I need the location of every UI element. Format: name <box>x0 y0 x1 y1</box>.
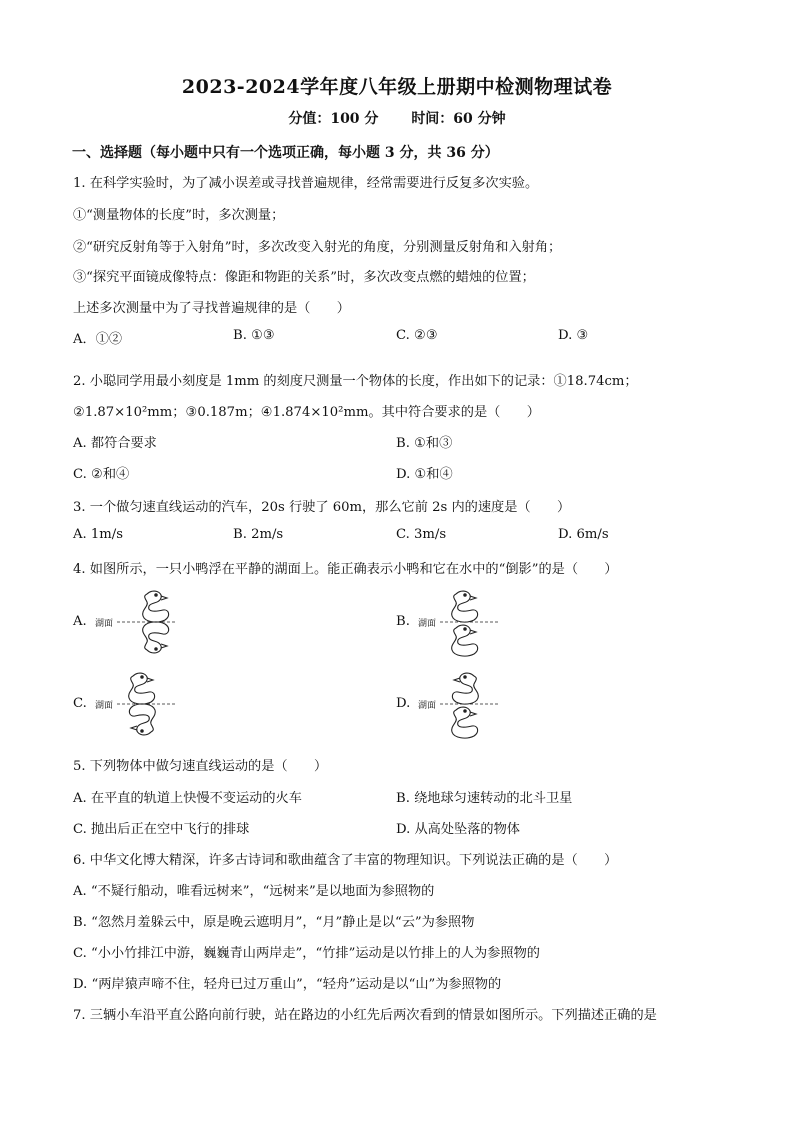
q2-option-b[interactable]: B. ①和③ <box>396 436 453 451</box>
q4-option-a[interactable] <box>73 588 213 660</box>
q5-option-c[interactable]: C. 抛出后正在空中飞行的排球 <box>73 822 250 837</box>
q3-option-b[interactable]: B. 2m/s <box>233 527 284 542</box>
section-heading: 一、选择题（每小题中只有一个选项正确，每小题 3 分，共 36 分） <box>72 145 499 161</box>
q2-option-d[interactable]: D. ①和④ <box>396 467 453 482</box>
q7-stem: 7. 三辆小车沿平直公路向前行驶，站在路边的小红先后两次看到的情景如图所示。下列描述正确的是 <box>73 1008 657 1023</box>
duck-reflection-figure-a <box>73 588 213 660</box>
q4-option-d-label: D. <box>396 696 411 711</box>
q2-stem-line-2: ②1.87×10²mm；③0.187m；④1.874×10²mm。其中符合要求的是（ ） <box>73 405 540 420</box>
q1-item-1: ①“测量物体的长度”时，多次测量； <box>73 208 285 223</box>
q2-option-c[interactable]: C. ②和④ <box>73 467 130 482</box>
q2-stem-line-1: 2. 小聪同学用最小刻度是 1mm 的刻度尺测量一个物体的长度，作出如下的记录：①18.74cm； <box>73 374 638 389</box>
lake-surface-label: 湖面 <box>418 701 437 711</box>
q1-item-3: ③“探究平面镜成像特点：像距和物距的关系”时，多次改变点燃的蜡烛的位置； <box>73 270 535 285</box>
q1-item-2: ②“研究反射角等于入射角”时，多次改变入射光的角度，分别测量反射角和入射角； <box>73 240 562 255</box>
exam-info <box>0 108 794 128</box>
q4-option-b[interactable] <box>396 588 536 660</box>
q3-option-d[interactable]: D. 6m/s <box>558 527 609 542</box>
duck-reflection-figure-b <box>396 588 536 660</box>
q6-option-d[interactable]: D. “两岸猿声啼不住，轻舟已过万重山”，“轻舟”运动是以“山”为参照物的 <box>73 977 502 992</box>
q5-option-b[interactable]: B. 绕地球匀速转动的北斗卫星 <box>396 791 573 806</box>
lake-surface-label: 湖面 <box>418 619 437 629</box>
q6-option-c[interactable]: C. “小小竹排江中游，巍巍青山两岸走”，“竹排”运动是以竹排上的人为参照物的 <box>73 946 540 961</box>
q1-option-d[interactable]: D. ③ <box>558 328 589 343</box>
q1-option-b[interactable]: B. ①③ <box>233 328 275 343</box>
lake-surface-label: 湖面 <box>95 701 114 711</box>
q6-stem: 6. 中华文化博大精深，许多古诗词和歌曲蕴含了丰富的物理知识。下列说法正确的是（ ） <box>73 853 618 868</box>
q1-stem: 1. 在科学实验时，为了减小误差或寻找普遍规律，经常需要进行反复多次实验。 <box>73 176 539 191</box>
q4-option-d[interactable] <box>396 670 536 742</box>
q6-option-a[interactable]: A. “不疑行船动，唯看远树来”，“远树来”是以地面为参照物的 <box>73 884 435 899</box>
q4-option-a-label: A. <box>73 614 87 629</box>
q5-stem: 5. 下列物体中做匀速直线运动的是（ ） <box>73 759 328 774</box>
q1-option-c[interactable]: C. ②③ <box>396 328 438 343</box>
q4-stem: 4. 如图所示，一只小鸭浮在平静的湖面上。能正确表示小鸭和它在水中的“倒影”的是（ ） <box>73 562 618 577</box>
page-title: 2023-2024学年度八年级上册期中检测物理试卷 <box>181 76 613 98</box>
duck-reflection-figure-c <box>73 670 213 742</box>
q3-option-c[interactable]: C. 3m/s <box>396 527 447 542</box>
q2-option-a[interactable]: A. 都符合要求 <box>73 436 157 451</box>
q5-option-d[interactable]: D. 从高处坠落的物体 <box>396 822 520 837</box>
q3-stem: 3. 一个做匀速直线运动的汽车，20s 行驶了 60m，那么它前 2s 内的速度是（ ） <box>73 500 571 515</box>
q4-option-b-label: B. <box>396 614 410 629</box>
q3-option-a[interactable]: A. 1m/s <box>73 527 124 542</box>
q5-option-a[interactable]: A. 在平直的轨道上快慢不变运动的火车 <box>73 791 302 806</box>
q1-ask: 上述多次测量中为了寻找普遍规律的是（ ） <box>73 301 350 316</box>
time-value: 时间：60 分钟 <box>411 111 506 127</box>
score-value: 分值：100 分 <box>288 111 379 127</box>
q1-option-a[interactable]: A．①② <box>73 332 123 347</box>
q6-option-b[interactable]: B. “忽然月羞躲云中，原是晚云遮明月”，“月”静止是以“云”为参照物 <box>73 915 475 930</box>
q4-option-c[interactable] <box>73 670 213 742</box>
lake-surface-label: 湖面 <box>95 619 114 629</box>
q4-option-c-label: C. <box>73 696 87 711</box>
duck-reflection-figure-d <box>396 670 536 742</box>
